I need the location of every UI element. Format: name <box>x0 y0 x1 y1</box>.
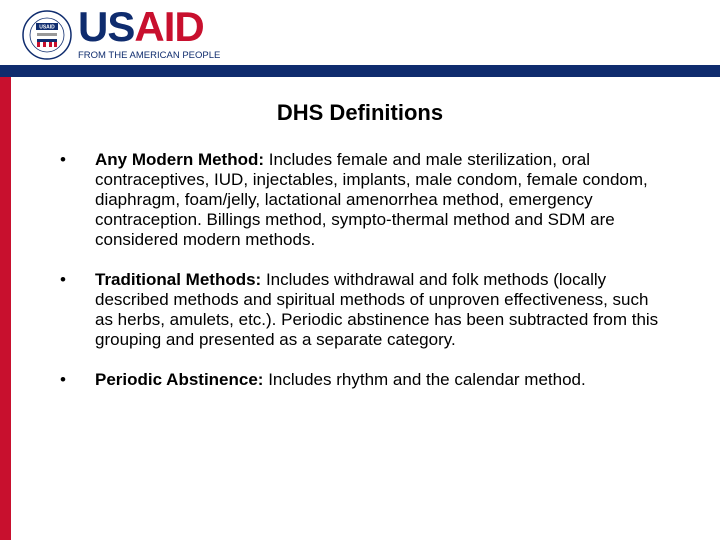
wordmark-us: US <box>78 3 135 50</box>
definition-text: Includes female and male sterilization, oral contraceptives, IUD, injectables, implants, male condom, female condom, diaphragm, foam/jelly, lactational amenorrhea method, emergency contraception. Billings method, sympto-thermal method and SDM are considered modern methods. <box>95 150 648 249</box>
definition-item <box>60 270 660 350</box>
definition-term: Periodic Abstinence: <box>95 370 264 389</box>
wordmark-aid: AID <box>134 3 204 50</box>
definition-term: Traditional Methods: <box>95 270 262 289</box>
slide-title: DHS Definitions <box>276 100 444 125</box>
svg-text:USAID: USAID <box>39 24 55 31</box>
definition-text: Includes rhythm and the calendar method. <box>263 370 586 389</box>
definition-item <box>60 370 660 390</box>
tagline: FROM THE AMERICAN PEOPLE <box>78 50 221 61</box>
definition-list <box>60 150 660 410</box>
header-bar <box>0 65 720 77</box>
definition-term: Any Modern Method: <box>95 150 265 169</box>
definition-item <box>60 150 660 250</box>
usaid-wordmark <box>78 3 221 61</box>
definition-text: Includes withdrawal and folk methods (locally described methods and spiritual methods of unproven effectiveness, such as herbs, amulets, etc.). Periodic abstinence has been subtracted from this grouping and presented as a separate category. <box>95 270 659 349</box>
side-accent-strip <box>0 77 11 540</box>
usaid-seal-logo <box>22 10 72 60</box>
